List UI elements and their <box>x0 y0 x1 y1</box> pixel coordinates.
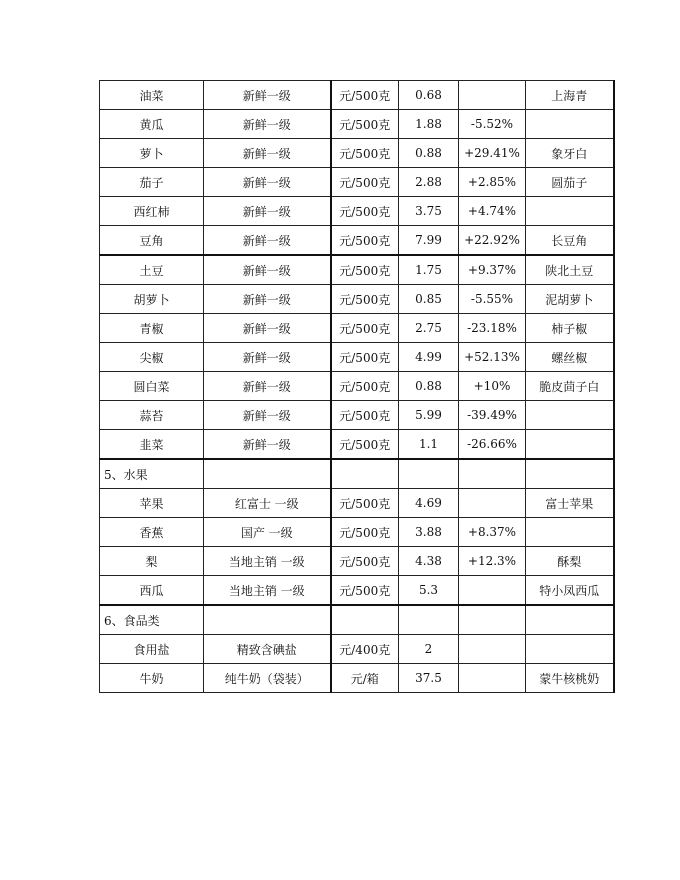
empty-cell <box>399 605 459 635</box>
cell-note: 蒙牛核桃奶 <box>526 664 614 693</box>
cell-unit: 元/500克 <box>331 430 399 460</box>
table-row <box>100 197 614 226</box>
price-table <box>99 80 615 693</box>
price-table-body <box>100 81 614 693</box>
cell-price: 2.88 <box>399 168 459 197</box>
section-row <box>100 459 614 489</box>
cell-change: +52.13% <box>459 343 526 372</box>
table-row <box>100 81 614 110</box>
cell-price: 0.68 <box>399 81 459 110</box>
table-row <box>100 635 614 664</box>
cell-price: 5.99 <box>399 401 459 430</box>
cell-change: +2.85% <box>459 168 526 197</box>
cell-grade: 新鲜一级 <box>204 372 331 401</box>
cell-unit: 元/500克 <box>331 518 399 547</box>
cell-note: 陕北土豆 <box>526 255 614 285</box>
cell-note: 上海青 <box>526 81 614 110</box>
table-row <box>100 255 614 285</box>
cell-name: 油菜 <box>100 81 204 110</box>
cell-name: 西红柿 <box>100 197 204 226</box>
cell-price: 7.99 <box>399 226 459 256</box>
cell-name: 青椒 <box>100 314 204 343</box>
cell-grade: 红富士 一级 <box>204 489 331 518</box>
section-title: 5、水果 <box>100 459 204 489</box>
cell-unit: 元/500克 <box>331 314 399 343</box>
empty-cell <box>526 459 614 489</box>
cell-change: +9.37% <box>459 255 526 285</box>
cell-name: 萝卜 <box>100 139 204 168</box>
cell-price: 0.88 <box>399 139 459 168</box>
cell-price: 37.5 <box>399 664 459 693</box>
table-row <box>100 110 614 139</box>
cell-note <box>526 635 614 664</box>
cell-price: 2 <box>399 635 459 664</box>
cell-change: +22.92% <box>459 226 526 256</box>
cell-change: +8.37% <box>459 518 526 547</box>
cell-price: 5.3 <box>399 576 459 606</box>
cell-name: 苹果 <box>100 489 204 518</box>
cell-name: 蒜苔 <box>100 401 204 430</box>
cell-grade: 新鲜一级 <box>204 197 331 226</box>
cell-change: -5.55% <box>459 285 526 314</box>
empty-cell <box>331 605 399 635</box>
cell-grade: 新鲜一级 <box>204 430 331 460</box>
cell-grade: 新鲜一级 <box>204 110 331 139</box>
cell-note: 象牙白 <box>526 139 614 168</box>
cell-price: 3.75 <box>399 197 459 226</box>
cell-unit: 元/500克 <box>331 139 399 168</box>
table-row <box>100 576 614 606</box>
empty-cell <box>459 459 526 489</box>
cell-grade: 新鲜一级 <box>204 255 331 285</box>
cell-note: 脆皮茴子白 <box>526 372 614 401</box>
cell-name: 豆角 <box>100 226 204 256</box>
cell-name: 梨 <box>100 547 204 576</box>
table-row <box>100 547 614 576</box>
cell-name: 胡萝卜 <box>100 285 204 314</box>
cell-change <box>459 576 526 606</box>
table-row <box>100 489 614 518</box>
table-row <box>100 226 614 256</box>
cell-price: 0.88 <box>399 372 459 401</box>
cell-price: 4.69 <box>399 489 459 518</box>
cell-price: 1.75 <box>399 255 459 285</box>
cell-change <box>459 81 526 110</box>
cell-grade: 新鲜一级 <box>204 314 331 343</box>
cell-change: -5.52% <box>459 110 526 139</box>
cell-change: +4.74% <box>459 197 526 226</box>
cell-name: 尖椒 <box>100 343 204 372</box>
table-row <box>100 664 614 693</box>
cell-price: 1.1 <box>399 430 459 460</box>
cell-unit: 元/500克 <box>331 255 399 285</box>
cell-change: +10% <box>459 372 526 401</box>
table-row <box>100 430 614 460</box>
cell-note: 柿子椒 <box>526 314 614 343</box>
cell-note: 富士苹果 <box>526 489 614 518</box>
section-title: 6、食品类 <box>100 605 204 635</box>
cell-grade: 新鲜一级 <box>204 168 331 197</box>
cell-grade: 新鲜一级 <box>204 285 331 314</box>
cell-grade: 新鲜一级 <box>204 81 331 110</box>
cell-name: 食用盐 <box>100 635 204 664</box>
cell-change: -23.18% <box>459 314 526 343</box>
cell-unit: 元/500克 <box>331 547 399 576</box>
cell-price: 0.85 <box>399 285 459 314</box>
cell-note <box>526 401 614 430</box>
cell-unit: 元/500克 <box>331 168 399 197</box>
cell-unit: 元/500克 <box>331 110 399 139</box>
cell-note: 长豆角 <box>526 226 614 256</box>
cell-unit: 元/500克 <box>331 226 399 256</box>
empty-cell <box>459 605 526 635</box>
cell-grade: 国产 一级 <box>204 518 331 547</box>
cell-unit: 元/500克 <box>331 343 399 372</box>
cell-note: 泥胡萝卜 <box>526 285 614 314</box>
cell-grade: 当地主销 一级 <box>204 547 331 576</box>
cell-note <box>526 518 614 547</box>
cell-name: 香蕉 <box>100 518 204 547</box>
cell-change <box>459 635 526 664</box>
empty-cell <box>331 459 399 489</box>
cell-unit: 元/500克 <box>331 197 399 226</box>
cell-name: 牛奶 <box>100 664 204 693</box>
cell-name: 黄瓜 <box>100 110 204 139</box>
cell-note <box>526 197 614 226</box>
cell-change: +29.41% <box>459 139 526 168</box>
table-row <box>100 372 614 401</box>
table-row <box>100 343 614 372</box>
cell-unit: 元/500克 <box>331 489 399 518</box>
cell-unit: 元/500克 <box>331 285 399 314</box>
cell-name: 西瓜 <box>100 576 204 606</box>
cell-name: 韭菜 <box>100 430 204 460</box>
cell-note: 特小凤西瓜 <box>526 576 614 606</box>
empty-cell <box>204 459 331 489</box>
cell-note: 酥梨 <box>526 547 614 576</box>
cell-grade: 新鲜一级 <box>204 343 331 372</box>
cell-note: 圆茄子 <box>526 168 614 197</box>
cell-unit: 元/500克 <box>331 401 399 430</box>
cell-change: +12.3% <box>459 547 526 576</box>
table-row <box>100 285 614 314</box>
cell-grade: 精致含碘盐 <box>204 635 331 664</box>
cell-change <box>459 489 526 518</box>
table-row <box>100 401 614 430</box>
cell-change: -26.66% <box>459 430 526 460</box>
cell-note: 螺丝椒 <box>526 343 614 372</box>
cell-grade: 纯牛奶（袋装） <box>204 664 331 693</box>
empty-cell <box>526 605 614 635</box>
table-row <box>100 168 614 197</box>
cell-unit: 元/500克 <box>331 576 399 606</box>
cell-unit: 元/500克 <box>331 81 399 110</box>
cell-note <box>526 430 614 460</box>
section-row <box>100 605 614 635</box>
empty-cell <box>399 459 459 489</box>
cell-name: 茄子 <box>100 168 204 197</box>
cell-unit: 元/400克 <box>331 635 399 664</box>
cell-price: 1.88 <box>399 110 459 139</box>
cell-change <box>459 664 526 693</box>
cell-unit: 元/500克 <box>331 372 399 401</box>
cell-name: 圆白菜 <box>100 372 204 401</box>
cell-price: 4.38 <box>399 547 459 576</box>
empty-cell <box>204 605 331 635</box>
cell-note <box>526 110 614 139</box>
cell-price: 2.75 <box>399 314 459 343</box>
cell-change: -39.49% <box>459 401 526 430</box>
cell-grade: 当地主销 一级 <box>204 576 331 606</box>
cell-name: 土豆 <box>100 255 204 285</box>
cell-unit: 元/箱 <box>331 664 399 693</box>
cell-price: 3.88 <box>399 518 459 547</box>
cell-price: 4.99 <box>399 343 459 372</box>
table-row <box>100 139 614 168</box>
cell-grade: 新鲜一级 <box>204 401 331 430</box>
cell-grade: 新鲜一级 <box>204 139 331 168</box>
cell-grade: 新鲜一级 <box>204 226 331 256</box>
table-row <box>100 314 614 343</box>
table-row <box>100 518 614 547</box>
